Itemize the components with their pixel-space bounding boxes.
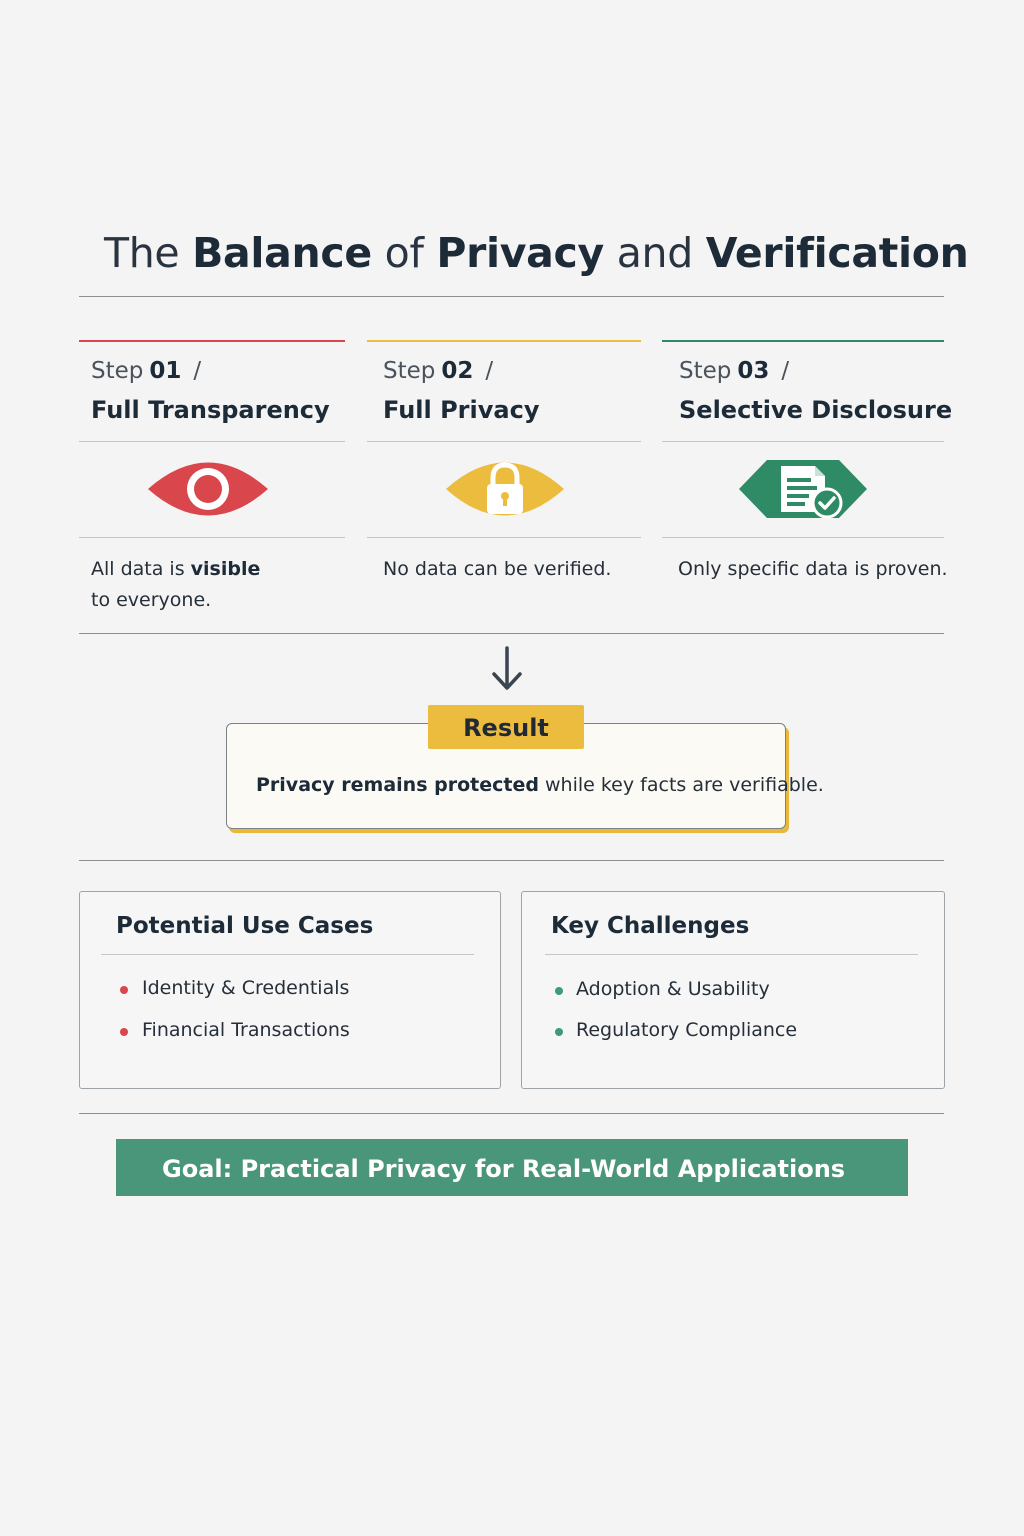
use-case-bullet: [120, 986, 128, 994]
goal-banner: Goal: Practical Privacy for Real-World Applications: [116, 1139, 908, 1196]
step-03-description: Only specific data is proven.: [678, 558, 948, 580]
step-02-divider-top: [367, 441, 641, 442]
lock-icon: [444, 454, 566, 524]
step-01-accent-line: [79, 340, 345, 342]
step-03-divider-top: [662, 441, 944, 442]
step-03-title: Selective Disclosure: [679, 396, 953, 424]
challenge-bullet: [555, 987, 563, 995]
use-case-item: Identity & Credentials: [142, 977, 350, 999]
step-02-label: Step 02 /: [383, 358, 494, 384]
step-01-label: Step 01 /: [91, 358, 202, 384]
step-02-description: No data can be verified.: [383, 558, 612, 580]
result-text: Privacy remains protected while key facts are verifiable.: [256, 774, 824, 796]
step-01-title: Full Transparency: [91, 396, 330, 424]
step-03-divider-bottom: [662, 537, 944, 538]
challenge-bullet: [555, 1028, 563, 1036]
down-arrow-icon: [490, 646, 524, 692]
use-cases-title: Potential Use Cases: [116, 913, 374, 939]
step-02-title: Full Privacy: [383, 396, 540, 424]
challenges-title: Key Challenges: [551, 913, 750, 939]
step-01-divider-bottom: [79, 537, 345, 538]
document-check-icon: [737, 454, 869, 524]
challenge-item: Adoption & Usability: [576, 978, 770, 1000]
step-03-accent-line: [662, 340, 944, 342]
steps-divider: [79, 633, 944, 634]
challenges-divider: [545, 954, 918, 955]
step-01-divider-top: [79, 441, 345, 442]
result-divider: [79, 860, 944, 861]
eye-icon: [146, 454, 270, 524]
use-case-item: Financial Transactions: [142, 1019, 350, 1041]
step-02-divider-bottom: [367, 537, 641, 538]
page-title: The Balance of Privacy and Verification: [104, 229, 969, 277]
use-case-bullet: [120, 1028, 128, 1036]
cards-divider: [79, 1113, 944, 1114]
step-03-label: Step 03 /: [679, 358, 790, 384]
step-01-description: All data is visible to everyone.: [91, 558, 261, 611]
title-divider: [79, 296, 944, 297]
use-cases-divider: [101, 954, 474, 955]
challenge-item: Regulatory Compliance: [576, 1019, 798, 1041]
result-tag: Result: [428, 705, 584, 749]
step-02-accent-line: [367, 340, 641, 342]
